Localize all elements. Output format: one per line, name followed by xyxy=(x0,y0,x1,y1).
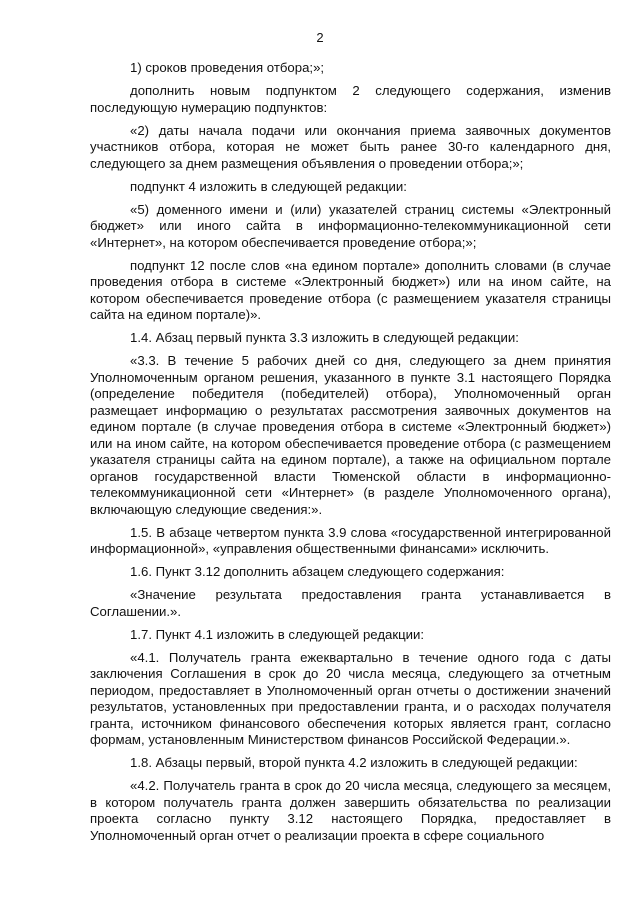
document-body xyxy=(90,60,611,851)
paragraph: «3.3. В течение 5 рабочих дней со дня, следующего за днем принятия Уполномоченным органом решения, указанного в пункте 3.1 настоящего Порядка (определение победителя (победителей) отбора), Уполномоченный орган размещает информацию о результатах рассмотрения заявочных документов на едином портале (в случае проведения отбора в системе «Электронный бюджет») или на ином сайте, на котором обеспечивается проведение отбора (с размещением указателя страницы сайта на едином портале), а также на официальном портале органов государственной власти Тюменской области в информационно-телекоммуникационной сети «Интернет» (в разделе Уполномоченного органа), включающую следующие сведения:». xyxy=(90,353,611,517)
paragraph: дополнить новым подпунктом 2 следующего содержания, изменив последующую нумерацию подпунктов: xyxy=(90,83,611,115)
paragraph: 1.7. Пункт 4.1 изложить в следующей редакции: xyxy=(130,626,425,642)
paragraph: «4.1. Получатель гранта ежеквартально в течение одного года с даты заключения Соглашения в срок до 20 числа месяца, следующего за отчетным периодом, предоставляет в Уполномоченный орган отчеты о достижении значений результатов, установленных при предоставлении гранта, и о расходах получателя гранта, источником финансового обеспечения которых является грант, согласно формам, установленным Министерством финансов Российской Федерации.». xyxy=(90,649,611,747)
paragraph: 1.8. Абзацы первый, второй пункта 4.2 изложить в следующей редакции: xyxy=(130,755,578,770)
paragraph: 1) сроков проведения отбора;»; xyxy=(130,60,325,75)
page-number: 2 xyxy=(316,30,324,45)
paragraph: 1.6. Пункт 3.12 дополнить абзацем следующего содержания: xyxy=(130,564,505,579)
paragraph: подпункт 4 изложить в следующей редакции: xyxy=(130,178,407,194)
paragraph: «5) доменного имени и (или) указателей страниц системы «Электронный бюджет» или иного сайта в информационно-телекоммуникационной сети «Интернет», на котором обеспечивается проведение отбора;»; xyxy=(90,201,611,250)
paragraph: 1.5. В абзаце четвертом пункта 3.9 слова «государственной интегрированной информационной», «управления общественными финансами» исключить. xyxy=(90,524,611,556)
paragraph: подпункт 12 после слов «на едином портале» дополнить словами (в случае проведения отбора в системе «Электронный бюджет») или на ином сайте, на котором обеспечивается проведение отбора (с размещением указателя страницы сайта на едином портале)». xyxy=(90,257,611,322)
paragraph: «4.2. Получатель гранта в срок до 20 числа месяца, следующего за месяцем, в котором получатель гранта должен завершить обязательства по реализации проекта согласно пункту 3.12 настоящего Порядка, предоставляет в Уполномоченный орган отчет о реализации проекта в сфере социального xyxy=(90,778,611,843)
paragraph: «2) даты начала подачи или окончания приема заявочных документов участников отбора, которая не может быть ранее 30-го календарного дня, следующего за днем размещения объявления о проведении отбора;»; xyxy=(90,122,611,171)
paragraph: 1.4. Абзац первый пункта 3.3 изложить в следующей редакции: xyxy=(130,330,519,345)
paragraph: «Значение результата предоставления гранта устанавливается в Соглашении.». xyxy=(90,587,611,619)
